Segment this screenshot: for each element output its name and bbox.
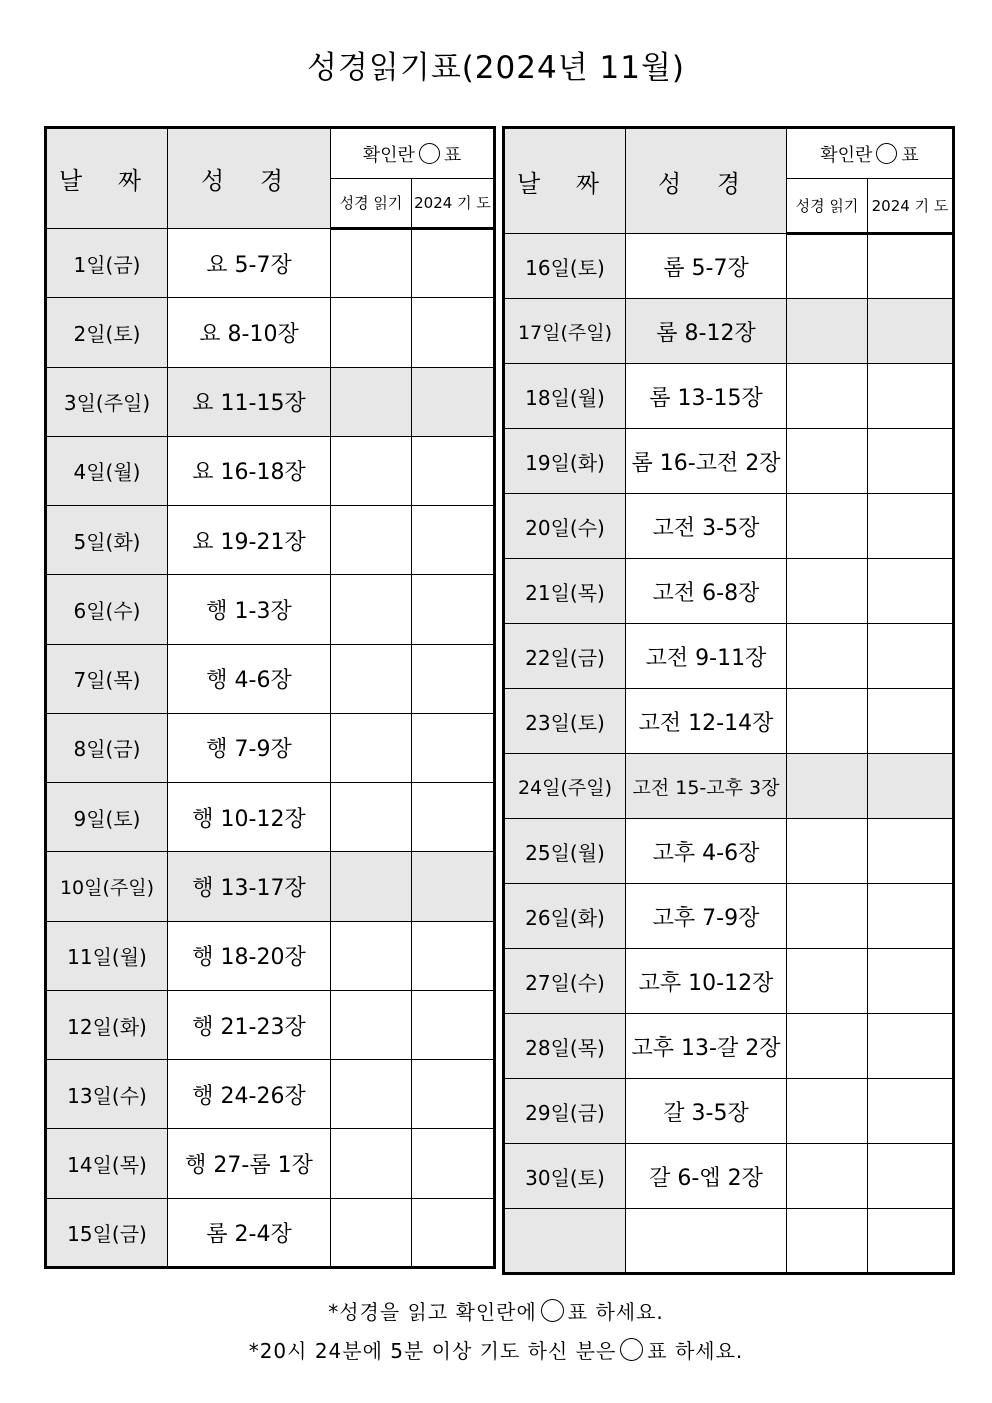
check-read-cell[interactable] bbox=[331, 644, 412, 713]
row-passage: 요 19-21장 bbox=[168, 506, 331, 575]
check-pray-cell[interactable] bbox=[868, 1014, 954, 1079]
check-pray-cell[interactable] bbox=[412, 783, 495, 852]
check-pray-cell[interactable] bbox=[868, 754, 954, 819]
reading-table-right bbox=[502, 126, 955, 1275]
table-row bbox=[504, 1014, 954, 1079]
check-read-cell[interactable] bbox=[331, 990, 412, 1059]
row-date: 19일(화) bbox=[504, 429, 626, 494]
row-date: 26일(화) bbox=[504, 884, 626, 949]
row-date: 21일(목) bbox=[504, 559, 626, 624]
table-row bbox=[46, 367, 495, 436]
check-pray-cell[interactable] bbox=[412, 990, 495, 1059]
row-date: 15일(금) bbox=[46, 1198, 168, 1267]
row-passage: 롬 2-4장 bbox=[168, 1198, 331, 1267]
check-read-cell[interactable] bbox=[331, 713, 412, 782]
row-date: 9일(토) bbox=[46, 783, 168, 852]
note-reading-suffix: 표 하세요. bbox=[567, 1300, 664, 1324]
table-row bbox=[504, 1144, 954, 1209]
row-date: 4일(월) bbox=[46, 436, 168, 505]
check-pray-cell[interactable] bbox=[868, 624, 954, 689]
row-passage: 행 13-17장 bbox=[168, 852, 331, 921]
row-passage: 요 11-15장 bbox=[168, 367, 331, 436]
table-row bbox=[46, 852, 495, 921]
header-check-suffix: 표 bbox=[443, 144, 462, 166]
check-pray-cell[interactable] bbox=[868, 689, 954, 754]
table-row bbox=[46, 783, 495, 852]
note-reading bbox=[0, 1296, 992, 1325]
row-date: 12일(화) bbox=[46, 990, 168, 1059]
row-passage: 요 16-18장 bbox=[168, 436, 331, 505]
table-row bbox=[46, 506, 495, 575]
table-row bbox=[504, 754, 954, 819]
note-prayer-text: *20시 24분에 5분 이상 기도 하신 분은 bbox=[248, 1339, 617, 1363]
row-passage: 행 1-3장 bbox=[168, 575, 331, 644]
row-passage: 행 4-6장 bbox=[168, 644, 331, 713]
row-passage: 고후 13-갈 2장 bbox=[626, 1014, 787, 1079]
check-read-cell[interactable] bbox=[331, 436, 412, 505]
row-passage: 고전 12-14장 bbox=[626, 689, 787, 754]
row-date: 17일(주일) bbox=[504, 299, 626, 364]
row-date: 6일(수) bbox=[46, 575, 168, 644]
check-read-cell[interactable] bbox=[331, 1060, 412, 1129]
table-row bbox=[46, 575, 495, 644]
check-read-cell[interactable] bbox=[787, 949, 868, 1014]
check-pray-cell[interactable] bbox=[868, 299, 954, 364]
row-passage: 롬 16-고전 2장 bbox=[626, 429, 787, 494]
check-pray-cell[interactable] bbox=[868, 494, 954, 559]
table-row bbox=[504, 884, 954, 949]
row-date: 27일(수) bbox=[504, 949, 626, 1014]
circle-icon bbox=[876, 143, 897, 164]
check-read-cell[interactable] bbox=[331, 1129, 412, 1198]
row-date: 3일(주일) bbox=[46, 367, 168, 436]
check-read-cell[interactable] bbox=[787, 1014, 868, 1079]
table-row bbox=[504, 624, 954, 689]
row-date: 11일(월) bbox=[46, 921, 168, 990]
row-passage: 고전 9-11장 bbox=[626, 624, 787, 689]
circle-icon bbox=[620, 1338, 643, 1361]
check-pray-cell[interactable] bbox=[868, 949, 954, 1014]
row-passage: 행 10-12장 bbox=[168, 783, 331, 852]
row-date: 13일(수) bbox=[46, 1060, 168, 1129]
note-prayer bbox=[0, 1335, 992, 1364]
row-date: 29일(금) bbox=[504, 1079, 626, 1144]
check-read-cell[interactable] bbox=[787, 494, 868, 559]
check-pray-cell[interactable] bbox=[868, 819, 954, 884]
check-pray-cell[interactable] bbox=[868, 1209, 954, 1274]
check-read-cell[interactable] bbox=[787, 754, 868, 819]
check-pray-cell[interactable] bbox=[868, 364, 954, 429]
check-pray-cell[interactable] bbox=[412, 367, 495, 436]
check-pray-cell[interactable] bbox=[412, 1060, 495, 1129]
circle-icon bbox=[541, 1299, 564, 1322]
row-passage: 롬 8-12장 bbox=[626, 299, 787, 364]
row-date: 25일(월) bbox=[504, 819, 626, 884]
header-read: 성경 읽기 bbox=[331, 179, 412, 229]
table-row bbox=[46, 990, 495, 1059]
table-row bbox=[46, 436, 495, 505]
table-row bbox=[46, 298, 495, 367]
row-passage: 롬 13-15장 bbox=[626, 364, 787, 429]
row-passage: 갈 6-엡 2장 bbox=[626, 1144, 787, 1209]
check-read-cell[interactable] bbox=[787, 1079, 868, 1144]
row-date: 24일(주일) bbox=[504, 754, 626, 819]
check-pray-cell[interactable] bbox=[412, 713, 495, 782]
row-passage: 행 7-9장 bbox=[168, 713, 331, 782]
table-row bbox=[504, 559, 954, 624]
row-passage: 요 5-7장 bbox=[168, 229, 331, 298]
check-read-cell[interactable] bbox=[331, 921, 412, 990]
page-title: 성경읽기표(2024년 11월) bbox=[306, 50, 685, 86]
table-row bbox=[504, 1079, 954, 1144]
row-passage: 행 21-23장 bbox=[168, 990, 331, 1059]
check-read-cell[interactable] bbox=[787, 364, 868, 429]
check-read-cell[interactable] bbox=[787, 884, 868, 949]
table-row bbox=[46, 1129, 495, 1198]
circle-icon bbox=[419, 143, 440, 164]
row-date: 28일(목) bbox=[504, 1014, 626, 1079]
check-read-cell[interactable] bbox=[787, 299, 868, 364]
row-passage bbox=[626, 1209, 787, 1274]
check-pray-cell[interactable] bbox=[868, 1144, 954, 1209]
row-date: 7일(목) bbox=[46, 644, 168, 713]
row-date: 8일(금) bbox=[46, 713, 168, 782]
row-passage: 행 18-20장 bbox=[168, 921, 331, 990]
check-read-cell[interactable] bbox=[331, 229, 412, 298]
check-pray-cell[interactable] bbox=[412, 575, 495, 644]
table-row bbox=[504, 429, 954, 494]
header-passage: 성 경 bbox=[168, 128, 331, 229]
row-passage: 고전 6-8장 bbox=[626, 559, 787, 624]
table-row bbox=[46, 1060, 495, 1129]
table-row bbox=[504, 949, 954, 1014]
check-read-cell[interactable] bbox=[787, 689, 868, 754]
row-date: 20일(수) bbox=[504, 494, 626, 559]
row-date: 30일(토) bbox=[504, 1144, 626, 1209]
row-passage: 롬 5-7장 bbox=[626, 234, 787, 299]
row-passage: 고전 3-5장 bbox=[626, 494, 787, 559]
check-pray-cell[interactable] bbox=[868, 429, 954, 494]
check-read-cell[interactable] bbox=[331, 783, 412, 852]
header-read: 성경 읽기 bbox=[787, 179, 868, 234]
row-date: 22일(금) bbox=[504, 624, 626, 689]
row-passage: 요 8-10장 bbox=[168, 298, 331, 367]
check-read-cell[interactable] bbox=[787, 819, 868, 884]
header-passage: 성 경 bbox=[626, 128, 787, 234]
check-pray-cell[interactable] bbox=[412, 1198, 495, 1267]
row-date: 10일(주일) bbox=[46, 852, 168, 921]
check-pray-cell[interactable] bbox=[412, 852, 495, 921]
note-reading-text: *성경을 읽고 확인란에 bbox=[328, 1300, 537, 1324]
table-row bbox=[504, 689, 954, 754]
header-check bbox=[787, 128, 954, 179]
check-read-cell[interactable] bbox=[787, 624, 868, 689]
check-read-cell[interactable] bbox=[331, 367, 412, 436]
check-read-cell[interactable] bbox=[331, 1198, 412, 1267]
header-pray: 2024 기 도 bbox=[412, 179, 495, 229]
check-pray-cell[interactable] bbox=[868, 234, 954, 299]
row-date: 18일(월) bbox=[504, 364, 626, 429]
row-passage: 행 27-롬 1장 bbox=[168, 1129, 331, 1198]
check-pray-cell[interactable] bbox=[412, 229, 495, 298]
header-date: 날 짜 bbox=[46, 128, 168, 229]
table-row bbox=[504, 299, 954, 364]
row-date bbox=[504, 1209, 626, 1274]
check-pray-cell[interactable] bbox=[412, 921, 495, 990]
table-row bbox=[504, 494, 954, 559]
reading-table-left bbox=[44, 126, 496, 1269]
table-row bbox=[504, 1209, 954, 1274]
check-pray-cell[interactable] bbox=[868, 559, 954, 624]
row-date: 14일(목) bbox=[46, 1129, 168, 1198]
check-pray-cell[interactable] bbox=[412, 1129, 495, 1198]
check-read-cell[interactable] bbox=[331, 575, 412, 644]
header-check bbox=[331, 128, 495, 179]
header-check-suffix: 표 bbox=[901, 144, 919, 166]
table-row bbox=[504, 234, 954, 299]
table-row bbox=[46, 921, 495, 990]
row-date: 23일(토) bbox=[504, 689, 626, 754]
check-read-cell[interactable] bbox=[787, 1209, 868, 1274]
check-pray-cell[interactable] bbox=[412, 436, 495, 505]
check-pray-cell[interactable] bbox=[412, 644, 495, 713]
row-passage: 고후 7-9장 bbox=[626, 884, 787, 949]
header-pray: 2024 기 도 bbox=[868, 179, 954, 234]
check-pray-cell[interactable] bbox=[868, 884, 954, 949]
check-read-cell[interactable] bbox=[331, 298, 412, 367]
row-passage: 행 24-26장 bbox=[168, 1060, 331, 1129]
check-read-cell[interactable] bbox=[787, 429, 868, 494]
check-read-cell[interactable] bbox=[331, 852, 412, 921]
check-pray-cell[interactable] bbox=[412, 506, 495, 575]
table-row bbox=[46, 1198, 495, 1267]
row-passage: 고후 10-12장 bbox=[626, 949, 787, 1014]
row-date: 2일(토) bbox=[46, 298, 168, 367]
check-read-cell[interactable] bbox=[787, 234, 868, 299]
row-date: 1일(금) bbox=[46, 229, 168, 298]
row-passage: 고후 4-6장 bbox=[626, 819, 787, 884]
header-check-prefix: 확인란 bbox=[362, 144, 415, 166]
row-passage: 갈 3-5장 bbox=[626, 1079, 787, 1144]
check-read-cell[interactable] bbox=[331, 506, 412, 575]
row-date: 16일(토) bbox=[504, 234, 626, 299]
table-row bbox=[46, 713, 495, 782]
table-row bbox=[46, 229, 495, 298]
row-passage: 고전 15-고후 3장 bbox=[626, 754, 787, 819]
header-date: 날 짜 bbox=[504, 128, 626, 234]
row-date: 5일(화) bbox=[46, 506, 168, 575]
check-read-cell[interactable] bbox=[787, 1144, 868, 1209]
table-row bbox=[504, 819, 954, 884]
check-pray-cell[interactable] bbox=[868, 1079, 954, 1144]
check-pray-cell[interactable] bbox=[412, 298, 495, 367]
note-prayer-suffix: 표 하세요. bbox=[647, 1339, 744, 1363]
check-read-cell[interactable] bbox=[787, 559, 868, 624]
header-check-prefix: 확인란 bbox=[820, 144, 873, 166]
table-row bbox=[504, 364, 954, 429]
table-row bbox=[46, 644, 495, 713]
